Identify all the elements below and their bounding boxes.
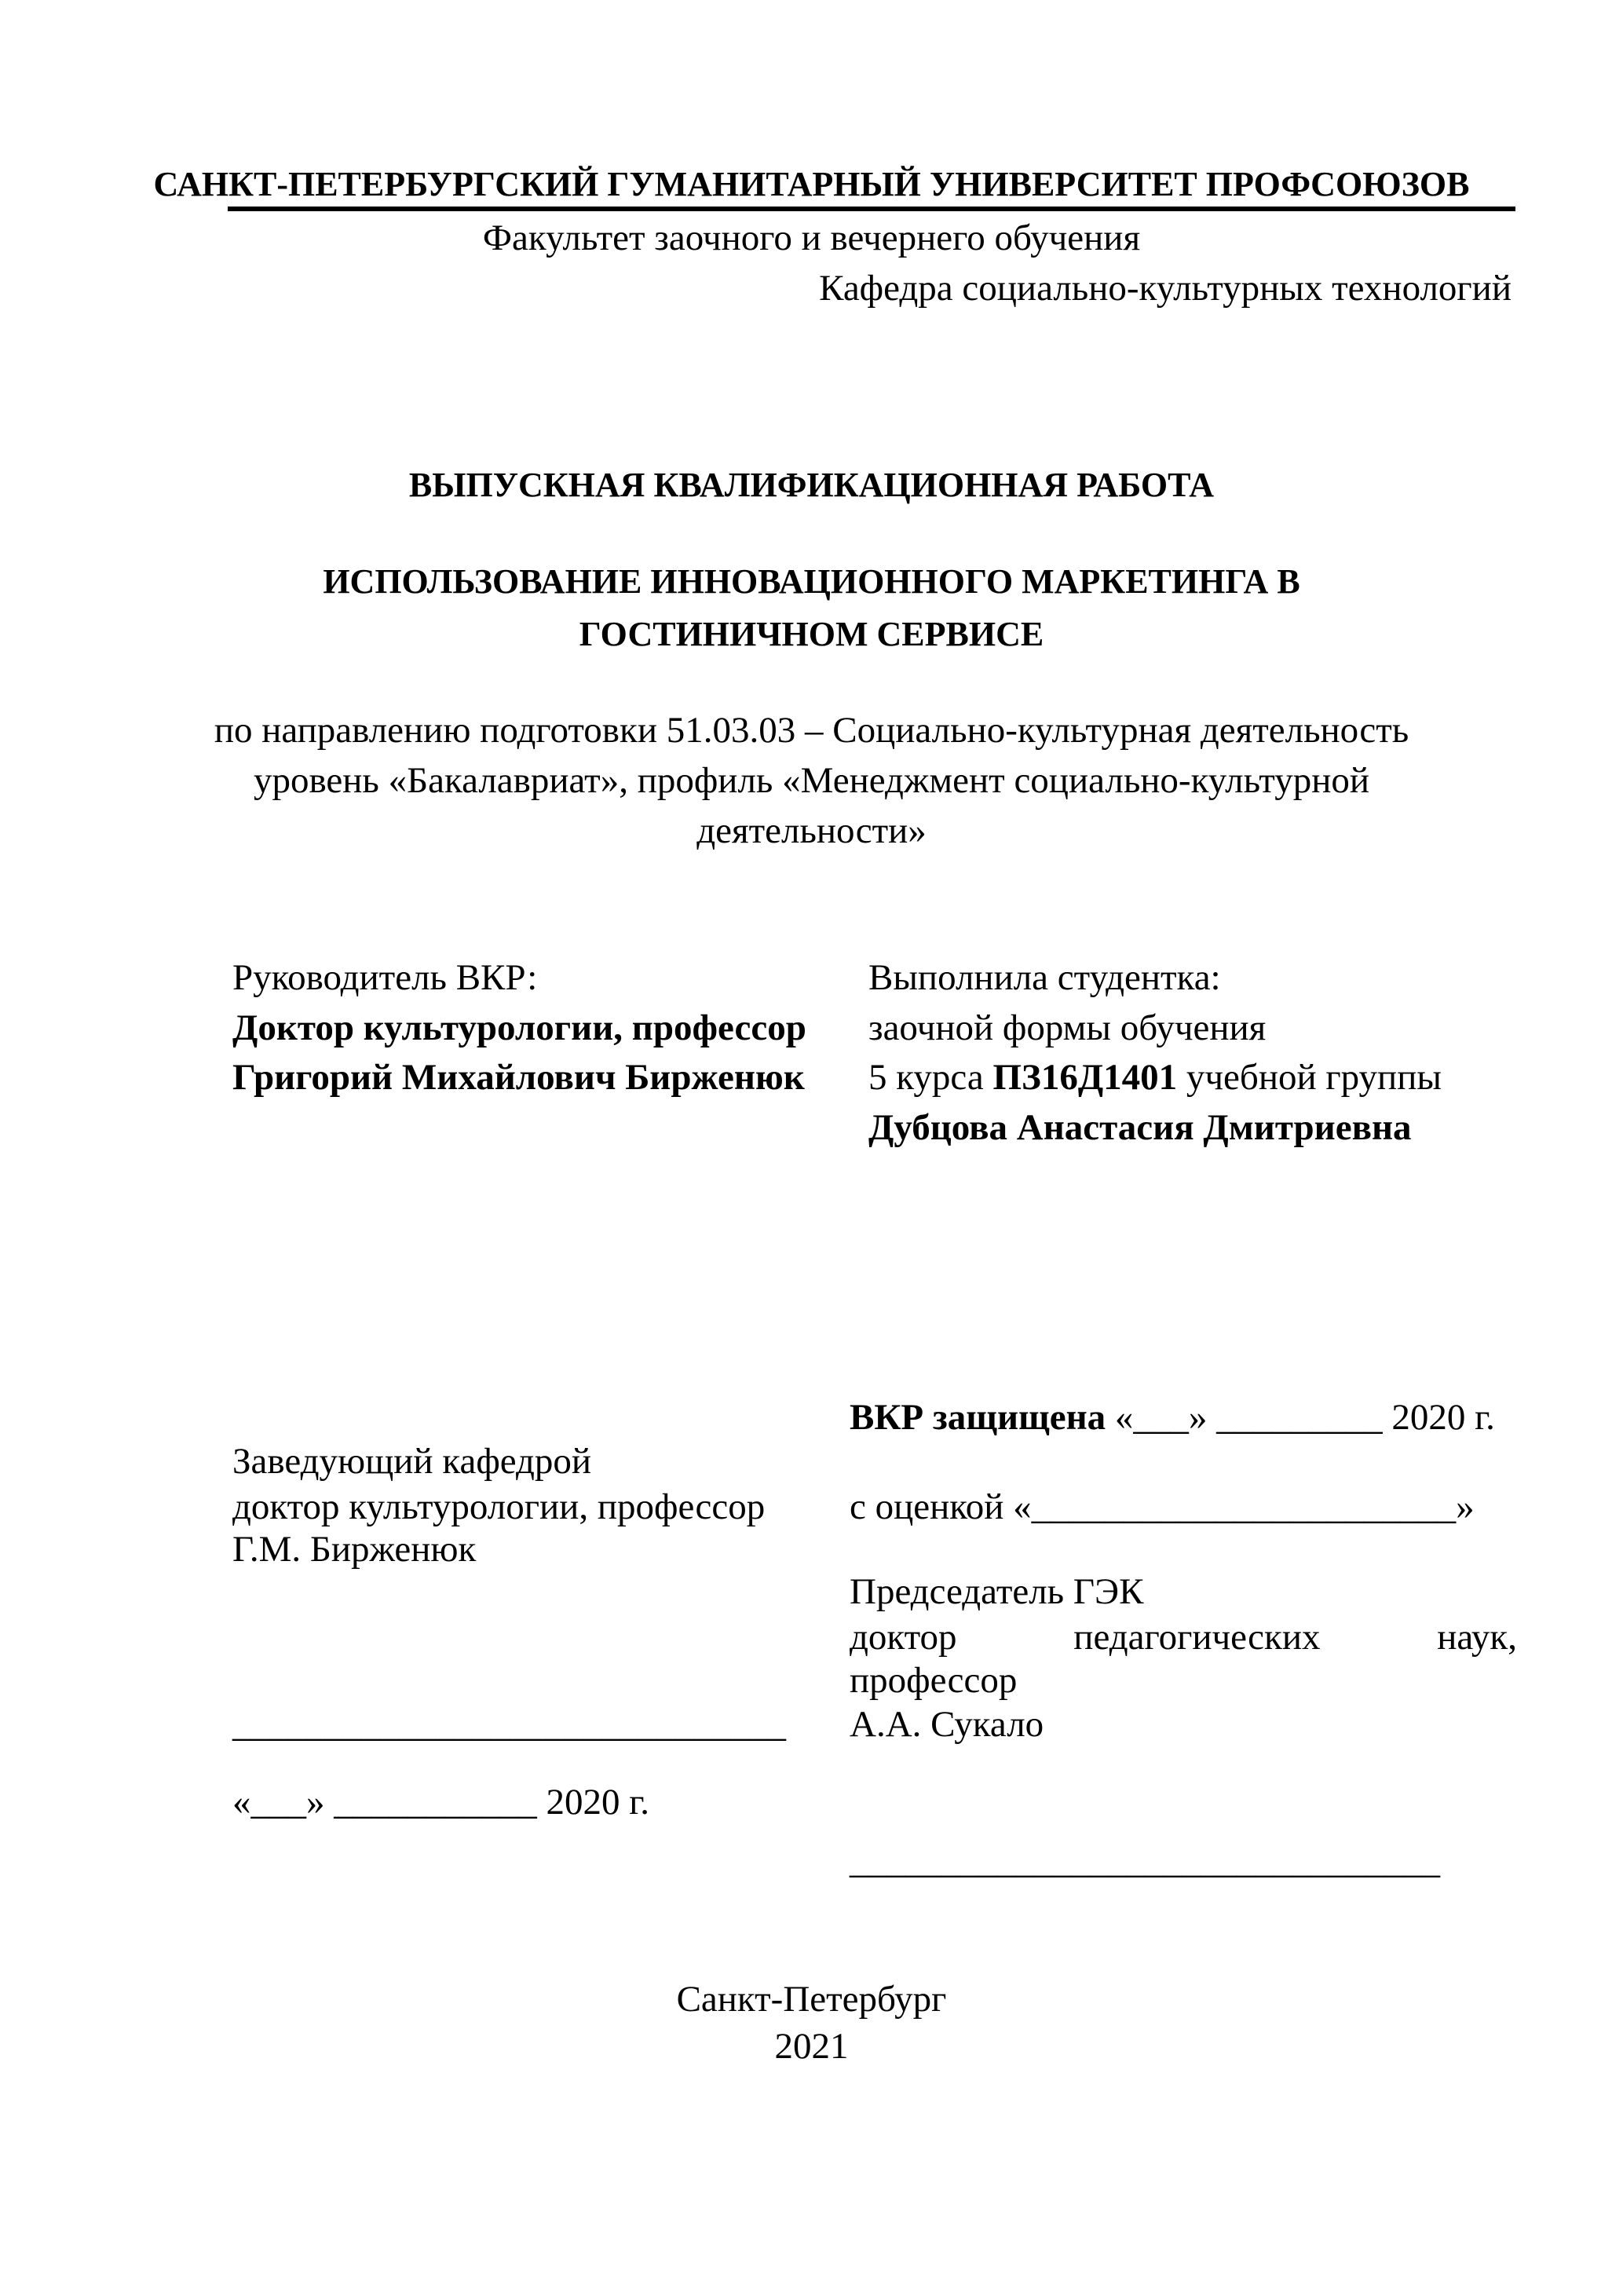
work-type-title: ВЫПУСКНАЯ КВАЛИФИКАЦИОННАЯ РАБОТА (408, 466, 1215, 504)
direction-line2: уровень «Бакалавриат», профиль «Менеджмент социально-культурной (253, 760, 1369, 801)
student-label: Выполнила студентка: (868, 957, 1221, 998)
direction-line3: деятельности» (696, 810, 927, 851)
chair-title-word: доктор (850, 1617, 957, 1658)
head-label: Заведующий кафедрой (232, 1441, 592, 1482)
head-signature-line: ______________________________ (232, 1704, 786, 1745)
chair-name: А.А. Сукало (850, 1704, 1044, 1745)
city: Санкт-Петербург (676, 1979, 947, 2020)
header-rule (228, 207, 1515, 211)
chair-signature-line: ________________________________ (850, 1841, 1440, 1881)
defense-date-blank: «___» _________ 2020 г. (1106, 1397, 1495, 1438)
course-prefix: 5 курса (868, 1057, 993, 1098)
student-name: Дубцова Анастасия Дмитриевна (868, 1107, 1412, 1148)
year: 2021 (774, 2026, 849, 2067)
supervisor-title: Доктор культурологии, профессор (232, 1007, 806, 1048)
student-form: заочной формы обучения (868, 1007, 1267, 1048)
supervisor-label: Руководитель ВКР: (232, 957, 538, 998)
supervisor-name: Григорий Михайлович Бирженюк (232, 1057, 805, 1098)
department-name: Кафедра социально-культурных технологий (819, 268, 1512, 309)
chair-label: Председатель ГЭК (850, 1571, 1144, 1612)
course-suffix: учебной группы (1177, 1057, 1442, 1098)
defense-label: ВКР защищена (850, 1397, 1106, 1438)
university-name: САНКТ-ПЕТЕРБУРГСКИЙ ГУМАНИТАРНЫЙ УНИВЕРСИТЕТ ПРОФСОЮЗОВ (153, 165, 1470, 203)
chair-title-line1 (850, 1614, 1517, 1661)
defense-date (850, 1394, 1495, 1441)
chair-title-word: наук, (1437, 1617, 1517, 1658)
topic-title-line1: ИСПОЛЬЗОВАНИЕ ИННОВАЦИОННОГО МАРКЕТИНГА В (323, 562, 1300, 601)
topic-title-line2: ГОСТИНИЧНОМ СЕРВИСЕ (579, 615, 1044, 653)
defense-grade: с оценкой «_______________________» (850, 1486, 1475, 1527)
direction-line1: по направлению подготовки 51.03.03 – Социально-культурная деятельность (214, 710, 1409, 751)
chair-title-word: педагогических (1073, 1617, 1321, 1658)
group-code: ПЗ16Д1401 (992, 1057, 1178, 1098)
head-signature-date: «___» ___________ 2020 г. (232, 1782, 649, 1823)
head-title: доктор культурологии, профессор (232, 1486, 766, 1527)
head-name: Г.М. Бирженюк (232, 1529, 477, 1570)
chair-title-line2: профессор (850, 1660, 1018, 1701)
faculty-name: Факультет заочного и вечернего обучения (482, 218, 1141, 258)
student-course (868, 1054, 1442, 1101)
